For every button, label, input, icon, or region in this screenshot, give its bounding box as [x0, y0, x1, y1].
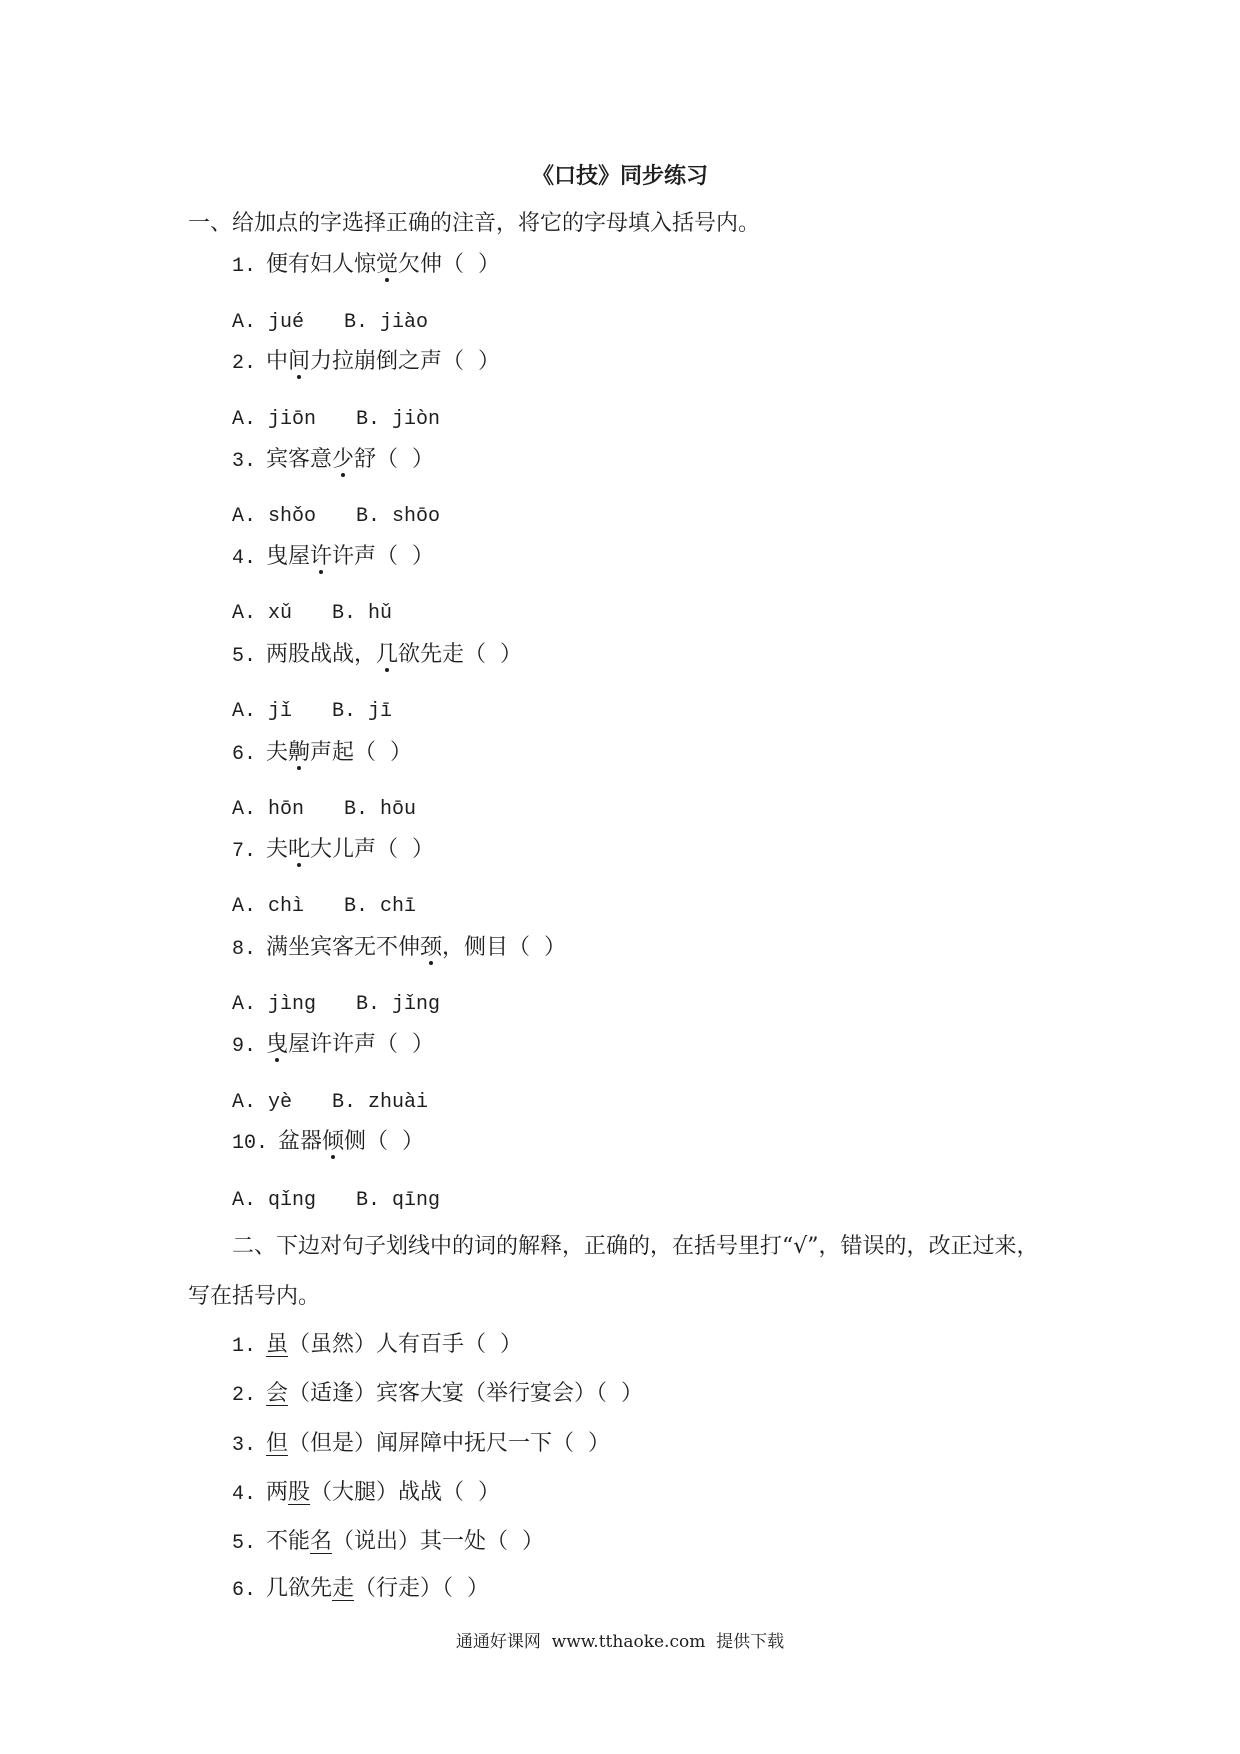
question-number: 1. — [232, 255, 257, 278]
option-b: B. jiòn — [356, 408, 441, 431]
option-a: A. jué — [232, 311, 305, 334]
underlined-word: 名 — [310, 1529, 333, 1554]
option-b: B. hǔ — [332, 602, 393, 625]
underlined-word: 走 — [332, 1576, 355, 1601]
option-a: A. hōn — [232, 798, 305, 821]
question-text-before: 几欲先 — [266, 1576, 333, 1601]
option-b: B. qīng — [356, 1189, 441, 1212]
question-text-after: （说出）其一处（ ） — [332, 1529, 545, 1554]
underlined-word: 虽 — [266, 1332, 289, 1357]
question-text-after: 侧（ ） — [344, 1129, 425, 1154]
question-number: 3. — [232, 1434, 257, 1457]
page-footer: 通通好课网 www.tthaoke.com 提供下载 — [455, 1632, 785, 1652]
option-b: B. jī — [332, 700, 393, 723]
question-number: 3. — [232, 450, 257, 473]
question-number: 4. — [232, 1483, 257, 1506]
question-text-after: ，侧目（ ） — [442, 935, 567, 960]
question-text-after: （但是）闻屏障中抚尺一下（ ） — [288, 1431, 611, 1456]
question-text-before: 夫 — [266, 740, 289, 765]
question-text-after: 欠伸（ ） — [398, 252, 501, 277]
pinyin-options-9 — [232, 1088, 428, 1118]
section-2-heading-continued: 写在括号内。 — [188, 1284, 321, 1309]
option-b: B. jǐng — [356, 993, 441, 1016]
question-number: 6. — [232, 743, 257, 766]
question-text-before: 便有妇人惊 — [266, 252, 377, 277]
question-text-before: 两 — [266, 1480, 289, 1505]
pinyin-options-3 — [232, 502, 440, 532]
underlined-word: 但 — [266, 1431, 289, 1456]
pinyin-question-2 — [232, 347, 500, 377]
question-number: 9. — [232, 1035, 257, 1058]
question-text-before: 满坐宾客无不伸 — [266, 935, 421, 960]
dotted-character: 许 — [310, 544, 333, 569]
dotted-character: 颈 — [420, 935, 443, 960]
pinyin-options-8 — [232, 990, 440, 1020]
option-b: B. zhuài — [332, 1091, 429, 1114]
question-number: 2. — [232, 352, 257, 375]
dotted-character: 曳 — [266, 1032, 289, 1057]
pinyin-question-7 — [232, 835, 434, 865]
question-text-after: （行走）（ ） — [354, 1576, 490, 1601]
pinyin-question-10 — [232, 1127, 424, 1157]
question-number: 10. — [232, 1132, 269, 1155]
question-text-after: 屋许许声（ ） — [288, 1032, 435, 1057]
definition-question-3 — [232, 1429, 610, 1459]
pinyin-question-1 — [232, 250, 500, 280]
section-1-heading: 一、给加点的字选择正确的注音，将它的字母填入括号内。 — [188, 211, 761, 236]
pinyin-question-5 — [232, 640, 522, 670]
question-number: 6. — [232, 1579, 257, 1602]
question-text-before: 两股战战， — [266, 642, 377, 667]
option-a: A. chì — [232, 895, 305, 918]
pinyin-options-5 — [232, 697, 392, 727]
page-title: 《口技》同步练习 — [531, 163, 708, 189]
definition-question-6 — [232, 1574, 489, 1604]
pinyin-question-8 — [232, 933, 566, 963]
definition-question-5 — [232, 1527, 544, 1557]
option-b: B. shōo — [356, 505, 441, 528]
pinyin-options-10 — [232, 1186, 440, 1216]
option-a: A. qǐng — [232, 1189, 317, 1212]
dotted-character: 间 — [288, 349, 311, 374]
option-b: B. jiào — [344, 311, 429, 334]
question-text-after: 舒（ ） — [354, 447, 435, 472]
definition-question-1 — [232, 1330, 522, 1360]
question-number: 1. — [232, 1335, 257, 1358]
question-text-after: 欲先走（ ） — [398, 642, 523, 667]
question-text-after: （虽然）人有百手（ ） — [288, 1332, 523, 1357]
option-b: B. hōu — [344, 798, 417, 821]
question-text-after: （大腿）战战（ ） — [310, 1480, 501, 1505]
question-text-after: 许声（ ） — [332, 544, 435, 569]
question-text-before: 盆器 — [278, 1129, 323, 1154]
option-a: A. jǐ — [232, 700, 293, 723]
question-number: 5. — [232, 645, 257, 668]
pinyin-options-6 — [232, 795, 416, 825]
dotted-character: 觉 — [376, 252, 399, 277]
question-text-before: 中 — [266, 349, 289, 374]
question-text-after: 大儿声（ ） — [310, 837, 435, 862]
question-text-before: 曳屋 — [266, 544, 311, 569]
pinyin-options-2 — [232, 405, 440, 435]
definition-question-2 — [232, 1379, 643, 1409]
pinyin-options-4 — [232, 599, 392, 629]
option-a: A. jìng — [232, 993, 317, 1016]
question-text-before: 夫 — [266, 837, 289, 862]
option-b: B. chī — [344, 895, 417, 918]
option-a: A. jiōn — [232, 408, 317, 431]
underlined-word: 股 — [288, 1480, 311, 1505]
question-number: 5. — [232, 1532, 257, 1555]
pinyin-question-6 — [232, 738, 412, 768]
dotted-character: 几 — [376, 642, 399, 667]
dotted-character: 叱 — [288, 837, 311, 862]
section-2-heading: 二、下边对句子划线中的词的解释，正确的，在括号里打“√”，错误的，改正过来， — [232, 1234, 1039, 1259]
question-text-before: 宾客意 — [266, 447, 333, 472]
pinyin-options-7 — [232, 892, 416, 922]
question-text-after: 力拉崩倒之声（ ） — [310, 349, 501, 374]
dotted-character: 倾 — [322, 1129, 345, 1154]
question-number: 4. — [232, 547, 257, 570]
question-text-before: 不能 — [266, 1529, 311, 1554]
pinyin-question-3 — [232, 445, 434, 475]
pinyin-question-4 — [232, 542, 434, 572]
question-number: 8. — [232, 938, 257, 961]
pinyin-question-9 — [232, 1030, 434, 1060]
pinyin-options-1 — [232, 308, 428, 338]
underlined-word: 会 — [266, 1381, 289, 1406]
definition-question-4 — [232, 1478, 500, 1508]
option-a: A. shǒo — [232, 505, 317, 528]
option-a: A. yè — [232, 1091, 293, 1114]
question-text-after: 声起（ ） — [310, 740, 413, 765]
question-number: 2. — [232, 1384, 257, 1407]
dotted-character: 齁 — [288, 740, 311, 765]
option-a: A. xǔ — [232, 602, 293, 625]
question-text-after: （适逢）宾客大宴（举行宴会）（ ） — [288, 1381, 644, 1406]
dotted-character: 少 — [332, 447, 355, 472]
question-number: 7. — [232, 840, 257, 863]
